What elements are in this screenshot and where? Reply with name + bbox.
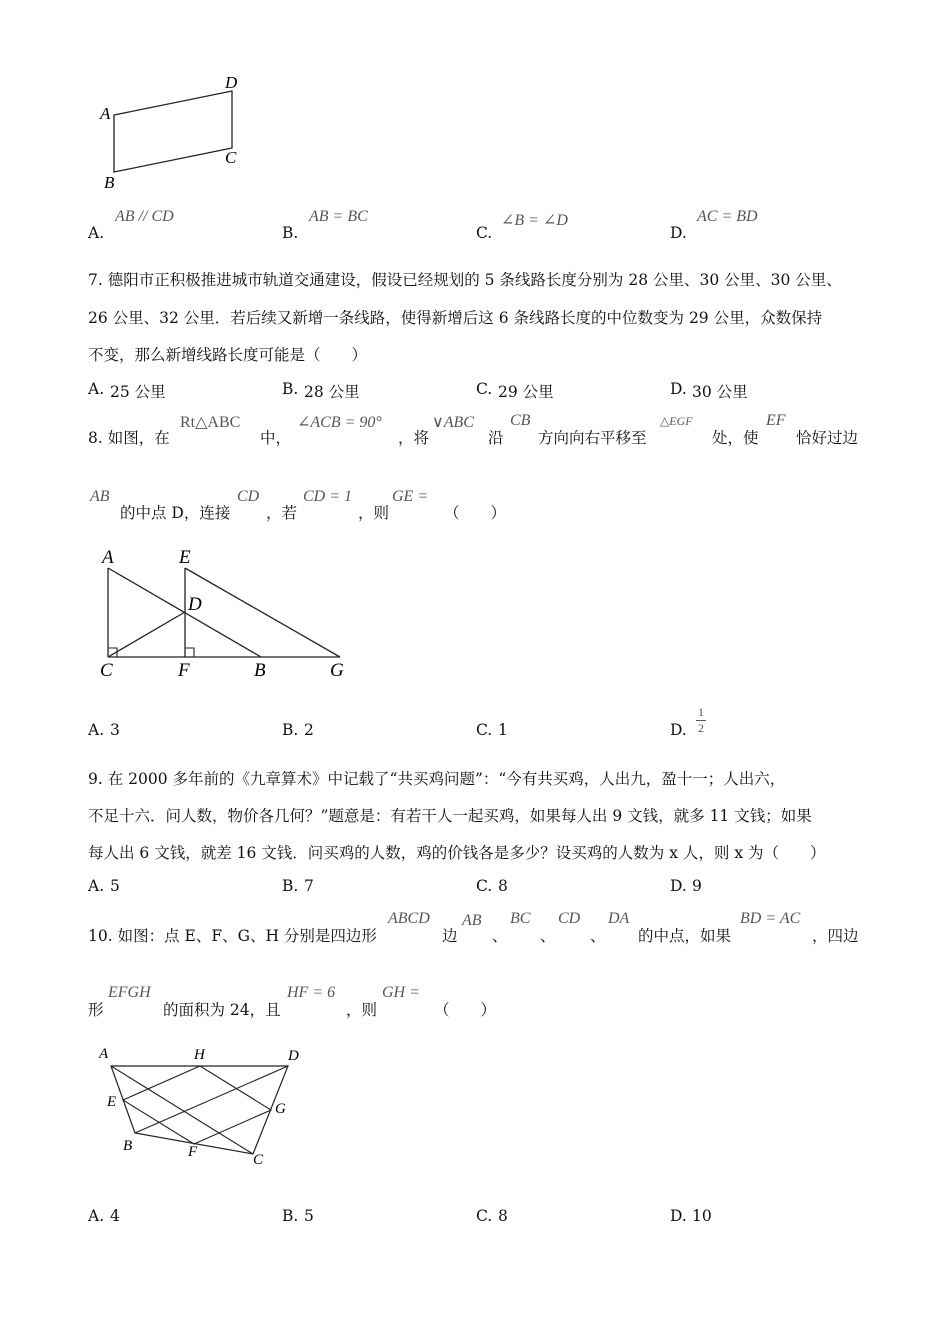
q9-line-2: 不足十六．问人数，物价各几何？”题意是：有若干人一起买鸡，如果每人出 9 文钱，就多 11 文钱；如果 xyxy=(88,807,812,825)
q8-text-3: ，将 xyxy=(398,429,430,447)
q6-option-c-math: ∠B = ∠D xyxy=(501,212,568,229)
q6-option-d-math: AC = BD xyxy=(697,208,758,225)
q10-text-2: 边 xyxy=(442,927,458,945)
q8-text-6: 处，使 xyxy=(712,429,759,447)
q6-option-b-math: AB = BC xyxy=(309,208,368,225)
q8-math-abc: ∨ABC xyxy=(432,414,474,431)
q9-option-d-text: 9 xyxy=(692,877,702,895)
q8-option-d-letter[interactable]: D. xyxy=(670,721,687,739)
q10-text-8: 形 xyxy=(88,1001,104,1019)
q10-option-d-text: 10 xyxy=(692,1207,712,1225)
q10-text-11: （ ） xyxy=(434,1001,497,1019)
q8-math-ef: EF xyxy=(766,412,786,429)
q10-label-h: H xyxy=(194,1047,205,1063)
q10-text-3: 、 xyxy=(492,927,508,945)
q8-math-egf: △EGF xyxy=(660,414,693,428)
q10-math-cd: CD xyxy=(558,910,581,927)
q6-label-c: C xyxy=(225,148,237,167)
q10-option-b-text: 5 xyxy=(304,1207,314,1225)
q9-option-a-letter[interactable]: A. xyxy=(88,877,105,895)
q7-line-1: 7. 德阳市正积极推进城市轨道交通建设，假设已经规划的 5 条线路长度分别为 28 公里、30 公里、30 公里、 xyxy=(88,271,842,289)
q9-option-c-letter[interactable]: C. xyxy=(476,877,493,895)
q8-math-cb: CB xyxy=(510,412,531,429)
q10-option-d-letter[interactable]: D. xyxy=(670,1207,687,1225)
q7-option-b-text: 28 公里 xyxy=(304,383,360,401)
q9-line-3: 每人出 6 文钱，就差 16 文钱．问买鸡的人数，鸡的价钱各是多少？设买鸡的人数为 x 人，则 x 为（ ） xyxy=(88,844,826,862)
q7-option-b-letter[interactable]: B. xyxy=(282,380,299,398)
q7-option-d-text: 30 公里 xyxy=(692,383,748,401)
q9-line-1: 9. 在 2000 多年前的《九章算术》中记载了“共买鸡问题”：“今有共买鸡，人出九，盈十一；人出六， xyxy=(88,770,786,788)
q10-math-gh: GH = xyxy=(382,984,420,1001)
q8-text-8: 的中点 D，连接 xyxy=(120,504,231,522)
q10-label-c: C xyxy=(253,1152,264,1168)
q8-math-angle-acb: ∠ACB = 90° xyxy=(297,414,382,431)
q10-label-g: G xyxy=(275,1101,286,1117)
q9-option-b-text: 7 xyxy=(304,877,314,895)
q10-label-a: A xyxy=(99,1046,109,1062)
q10-label-e: E xyxy=(107,1094,117,1110)
q6-option-c-letter[interactable]: C. xyxy=(476,224,493,242)
q9-option-c-text: 8 xyxy=(498,877,508,895)
q7-line-3: 不变，那么新增线路长度可能是（ ） xyxy=(88,346,368,364)
q8-text-7: 恰好过边 xyxy=(796,429,859,447)
q7-line-2: 26 公里、32 公里．若后续又新增一条线路，使得新增后这 6 条线路长度的中位数变为 29 公里，众数保持 xyxy=(88,309,823,327)
q8-text-1: 8. 如图，在 xyxy=(88,429,170,447)
q10-math-hf: HF = 6 xyxy=(287,984,336,1001)
q6-label-b: B xyxy=(104,173,115,192)
q10-math-bd-ac: BD = AC xyxy=(740,910,801,927)
q10-label-f: F xyxy=(188,1144,198,1160)
q8-label-f: F xyxy=(178,660,190,681)
q8-math-rt-abc: Rt△ABC xyxy=(180,414,241,431)
q8-label-c: C xyxy=(100,660,113,681)
q10-math-da: DA xyxy=(608,910,630,927)
q10-label-d: D xyxy=(288,1048,299,1064)
q10-option-a-text: 4 xyxy=(110,1207,120,1225)
q7-option-a-text: 25 公里 xyxy=(110,383,166,401)
q8-option-c-letter[interactable]: C. xyxy=(476,721,493,739)
q10-text-7: ，四边 xyxy=(812,927,859,945)
q8-label-d: D xyxy=(188,594,202,615)
q10-option-b-letter[interactable]: B. xyxy=(282,1207,299,1225)
q8-label-e: E xyxy=(179,547,191,568)
q8-math-ge: GE = xyxy=(392,488,429,505)
q10-math-efgh: EFGH xyxy=(108,984,151,1001)
q10-math-bc: BC xyxy=(510,910,531,927)
q9-option-a-text: 5 xyxy=(110,877,120,895)
q10-text-10: ，则 xyxy=(346,1001,378,1019)
q6-option-a-letter[interactable]: A. xyxy=(88,224,105,242)
q8-label-a: A xyxy=(102,547,114,568)
q7-option-c-text: 29 公里 xyxy=(498,383,554,401)
q8-translation-figure xyxy=(90,540,360,685)
q7-option-d-letter[interactable]: D. xyxy=(670,380,687,398)
q8-math-ab: AB xyxy=(90,488,110,505)
q8-option-b-text: 2 xyxy=(304,721,314,739)
q9-option-d-letter[interactable]: D. xyxy=(670,877,687,895)
q10-math-abcd: ABCD xyxy=(388,910,430,927)
q10-text-9: 的面积为 24，且 xyxy=(163,1001,281,1019)
q6-label-a: A xyxy=(100,104,111,123)
q10-option-c-text: 8 xyxy=(498,1207,508,1225)
q10-text-1: 10. 如图：点 E、F、G、H 分别是四边形 xyxy=(88,927,377,945)
q10-text-5: 、 xyxy=(590,927,606,945)
q8-label-g: G xyxy=(330,660,344,681)
q8-option-a-letter[interactable]: A. xyxy=(88,721,105,739)
q8-text-9: ，若 xyxy=(266,504,298,522)
q9-option-b-letter[interactable]: B. xyxy=(282,877,299,895)
q6-parallelogram-figure xyxy=(90,70,260,200)
q10-text-6: 的中点，如果 xyxy=(638,927,732,945)
q10-option-a-letter[interactable]: A. xyxy=(88,1207,105,1225)
q8-option-b-letter[interactable]: B. xyxy=(282,721,299,739)
q8-label-b: B xyxy=(254,660,266,681)
q6-option-d-letter[interactable]: D. xyxy=(670,224,687,242)
q8-text-2: 中， xyxy=(260,429,292,447)
q8-math-cd-eq: CD = 1 xyxy=(303,488,353,505)
q8-text-5: 方向向右平移至 xyxy=(538,429,647,447)
q10-label-b: B xyxy=(123,1138,133,1154)
q10-quadrilateral-figure xyxy=(95,1040,320,1170)
q8-text-4: 沿 xyxy=(488,429,504,447)
q7-option-c-letter[interactable]: C. xyxy=(476,380,493,398)
q10-text-4: 、 xyxy=(540,927,556,945)
q8-text-10: ，则 xyxy=(358,504,390,522)
q8-option-d-numerator: 1 xyxy=(698,705,704,719)
q8-option-c-text: 1 xyxy=(498,721,508,739)
q8-option-a-text: 3 xyxy=(110,721,120,739)
q10-option-c-letter[interactable]: C. xyxy=(476,1207,493,1225)
q8-math-cd: CD xyxy=(237,488,260,505)
q6-option-a-math: AB // CD xyxy=(115,208,174,225)
q10-math-ab: AB xyxy=(462,912,482,929)
q6-option-b-letter[interactable]: B. xyxy=(282,224,299,242)
q6-label-d: D xyxy=(225,73,238,92)
q8-option-d-denominator: 2 xyxy=(698,721,704,735)
q7-option-a-letter[interactable]: A. xyxy=(88,380,105,398)
q8-text-11: （ ） xyxy=(444,504,507,522)
